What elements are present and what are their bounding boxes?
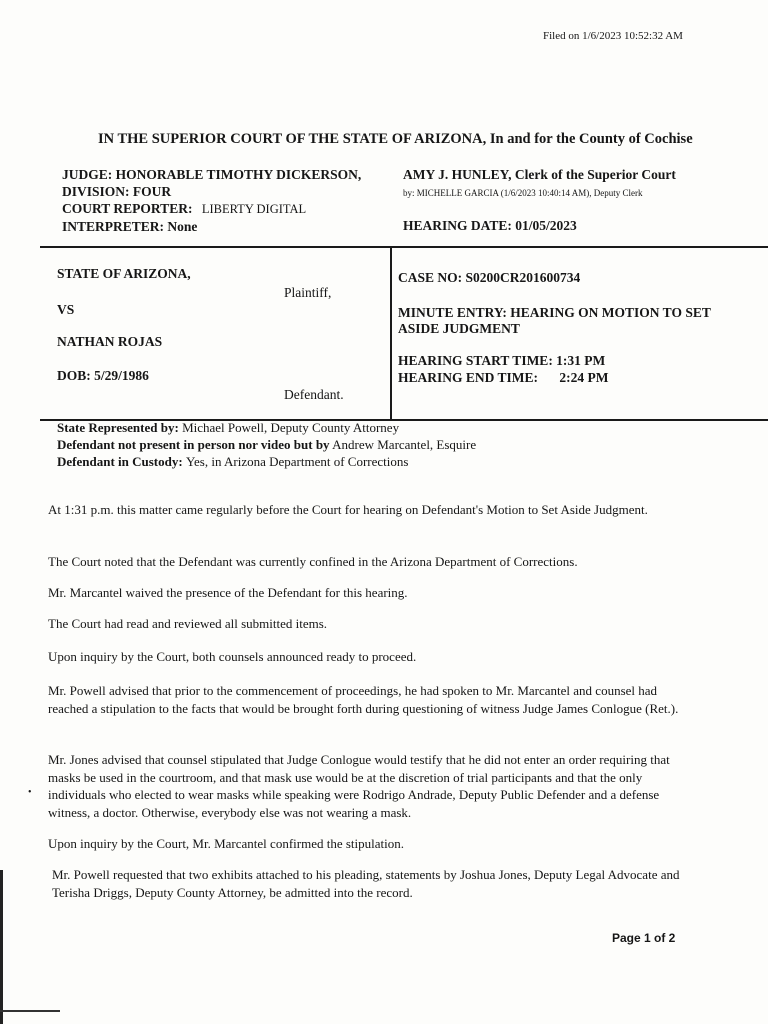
hearing-date: HEARING DATE: 01/05/2023 xyxy=(403,218,577,233)
plaintiff-label: Plaintiff, xyxy=(284,285,332,300)
clerk-line: AMY J. HUNLEY, Clerk of the Superior Court xyxy=(403,167,676,182)
division-line: DIVISION: FOUR xyxy=(62,184,172,199)
header-left xyxy=(62,166,361,235)
defendant-name: NATHAN ROJAS xyxy=(57,334,163,349)
defendant-dob: DOB: 5/29/1986 xyxy=(57,368,149,383)
reporter-value: LIBERTY DIGITAL xyxy=(201,202,307,216)
paragraph-4: The Court had read and reviewed all submitted items. xyxy=(48,616,328,631)
def-presence-value: Andrew Marcantel, Esquire xyxy=(332,437,477,452)
margin-bullet: • xyxy=(28,787,32,798)
minute-entry-line-2: ASIDE JUDGMENT xyxy=(398,321,520,336)
court-title: IN THE SUPERIOR COURT OF THE STATE OF ARIZONA, In and for the County of Cochise xyxy=(98,131,693,147)
paragraph-7: Mr. Jones advised that counsel stipulated that Judge Conlogue would testify that he did not enter an order requiring that masks be used in the courtroom, and that mask use would be at the discretion of trial participants and that the only individuals who elected to wear masks while speaking were Rodrigo Andrade, Deputy Public Defender and a defense witness, a doctor. Otherwise, everybody else was not wearing a mask. xyxy=(48,752,670,820)
defendant-presence xyxy=(57,436,476,453)
hearing-end-time xyxy=(398,370,609,386)
def-presence-label: Defendant not present in person nor video but by xyxy=(57,437,330,452)
paragraph-2: The Court noted that the Defendant was currently confined in the Arizona Department of Corrections. xyxy=(48,554,578,569)
paragraph-9: Mr. Powell requested that two exhibits attached to his pleading, statements by Joshua Jones, Deputy Legal Advocate and Terisha Driggs, Deputy County Attorney, be admitted into the record. xyxy=(52,867,680,900)
hearing-end-value: 2:24 PM xyxy=(559,370,609,385)
representation-block xyxy=(57,419,476,470)
defendant-label: Defendant. xyxy=(284,387,344,402)
defendant-custody xyxy=(57,453,476,470)
paragraph-6: Mr. Powell advised that prior to the commencement of proceedings, he had spoken to Mr. Marcantel and counsel had reached a stipulation to the facts that would be brought forth during questioning of witness Judge James Conlogue (Ret.). xyxy=(48,683,679,716)
custody-label: Defendant in Custody: xyxy=(57,454,183,469)
page-number: Page 1 of 2 xyxy=(612,931,676,945)
scan-bottom-shadow xyxy=(0,1010,60,1012)
hearing-start-time: HEARING START TIME: 1:31 PM xyxy=(398,353,606,368)
interpreter-line: INTERPRETER: None xyxy=(62,219,198,234)
caption-divider xyxy=(390,246,392,421)
state-rep-label: State Represented by: xyxy=(57,420,179,435)
header-right xyxy=(403,166,676,234)
state-representation xyxy=(57,419,476,436)
minute-entry-line-1: MINUTE ENTRY: HEARING ON MOTION TO SET xyxy=(398,305,711,320)
state-rep-value: Michael Powell, Deputy County Attorney xyxy=(182,420,400,435)
top-rule xyxy=(40,246,768,248)
reporter-line xyxy=(62,200,361,218)
paragraph-1: At 1:31 p.m. this matter came regularly before the Court for hearing on Defendant's Motion to Set Aside Judgment. xyxy=(48,502,648,517)
case-number: CASE NO: S0200CR201600734 xyxy=(398,270,581,285)
versus: VS xyxy=(57,302,75,317)
reporter-label: COURT REPORTER: xyxy=(62,201,193,216)
judge-line: JUDGE: HONORABLE TIMOTHY DICKERSON, xyxy=(62,167,362,182)
plaintiff-name: STATE OF ARIZONA, xyxy=(57,266,191,281)
custody-value: Yes, in Arizona Department of Corrections xyxy=(185,454,409,469)
deputy-clerk-line: by: MICHELLE GARCIA (1/6/2023 10:40:14 AM), Deputy Clerk xyxy=(403,188,643,198)
scan-edge-shadow xyxy=(0,870,3,1024)
filed-timestamp: Filed on 1/6/2023 10:52:32 AM xyxy=(543,30,683,42)
paragraph-5: Upon inquiry by the Court, both counsels announced ready to proceed. xyxy=(48,649,417,664)
paragraph-8: Upon inquiry by the Court, Mr. Marcantel confirmed the stipulation. xyxy=(48,836,404,851)
hearing-end-label: HEARING END TIME: xyxy=(398,370,539,385)
paragraph-3: Mr. Marcantel waived the presence of the Defendant for this hearing. xyxy=(48,585,408,600)
